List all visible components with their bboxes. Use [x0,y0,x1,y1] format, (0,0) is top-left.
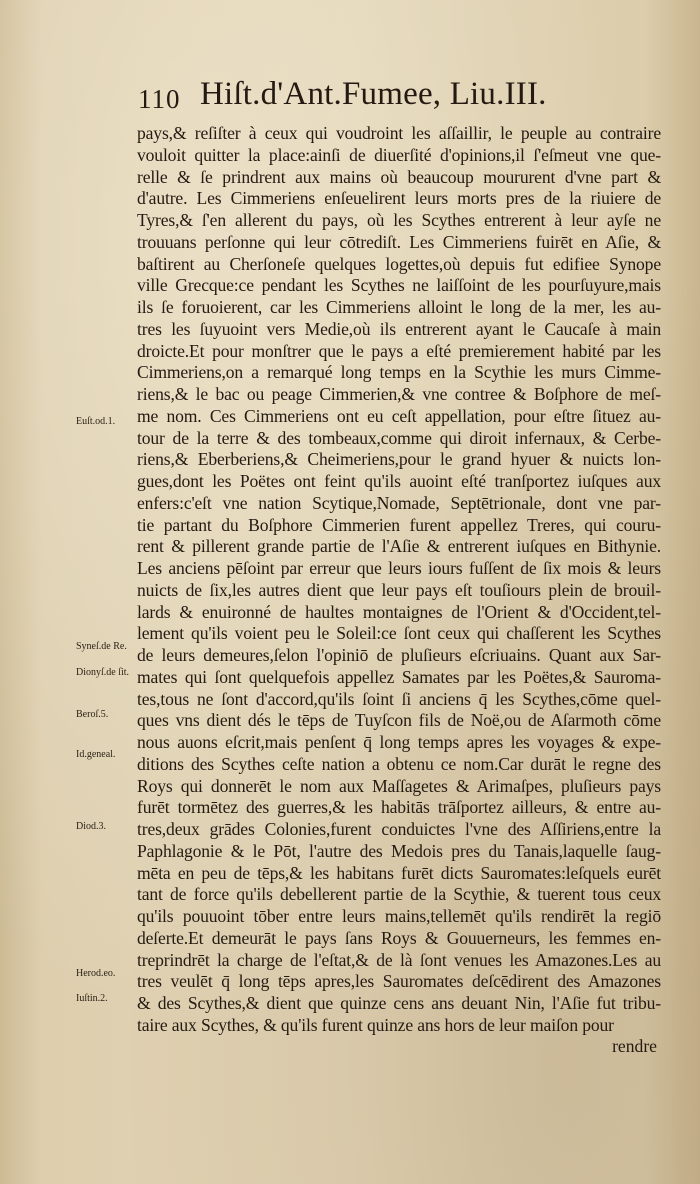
margin-note: Iuſtin.2. [76,993,108,1004]
text-line: riens,& Eberberiens,& Cheimeriens,pour le grand hyuer & nuicts lon- [137,449,661,470]
text-line: tour de la terre & des tombeaux,comme qui diroit infernaux, & Cerbe- [137,427,661,448]
text-line: treprindrēt la charge de l'eſtat,& de là ſont venues les Amazones.Les au [137,949,661,970]
text-line: tres,deux grādes Colonies,furent conduictes l'vne des Aſſiriens,entre la [137,819,661,839]
text-line: vouloit quitter la place:ainſi de diuerſité d'opinions,il ſ'eſmeut vne que- [137,144,661,165]
text-line: ditions des Scythes ceſte nation a obtenu ce nom.Car durāt le regne des [137,753,661,774]
text-line: tie partant du Boſphore Cimmerien furent appellez Treres, qui couru- [137,514,661,535]
text-line: me nom. Ces Cimmeriens ont eu ceſt appellation, pour eſtre ſituez au- [137,405,661,426]
text-line: nous auons eſcrit,mais penſent q̄ long temps apres les voyages & expe- [137,732,661,752]
text-line: riens,& le bac ou peage Cimmerien,& vne contree & Boſphore de meſ- [137,384,661,404]
margin-note: Id.geneal. [76,749,116,760]
margin-note: Herod.eo. [76,968,116,979]
text-line: ils ſe foruoierent, car les Cimmeriens alloint le long de la mer, les au- [137,297,661,317]
margin-note: Beroſ.5. [76,709,109,720]
text-line: Paphlagonie & le Pōt, l'autre des Medois pres du Tanais,laquelle ſaug- [137,840,661,861]
page-number: 110 [138,84,181,114]
main-text-block [137,123,661,1037]
text-line: ville Grecque:ce pendant les Scythes ne laiſſoint de les pourſuyure,mais [137,275,661,296]
margin-note: Dionyſ.de ſit. [76,667,130,678]
text-line: Tyres,& ſ'en allerent du pays, où les Scythes entrerent à leur ayſe ne [137,210,661,230]
catchword: rendre [612,1036,657,1056]
text-line: de leurs demeures,ſelon l'opiniō de pluſieurs eſcriuains. Quant aux Sar- [137,645,661,665]
text-line: Les anciens pēſoint par erreur que leurs iours fuſſent de ſix mois & leurs [137,558,661,578]
text-line: Cimmeriens,on a remarqué long temps en la Scythie les murs Cimme- [137,362,661,383]
text-line: taire aux Scythes, & qu'ils furent quinze ans hors de leur maiſon pour [137,1014,614,1035]
margin-note: Syneſ.de Re. [76,641,127,652]
running-title: Hiſt.d'Ant.Fumee, Liu.III. [200,76,547,112]
text-line: Roys qui donnerēt le nom aux Maſſagetes & Arimaſpes, pluſieurs pays [137,775,661,796]
text-line: droicte.Et pour monſtrer que le pays a eſté premierement habité par les [137,340,661,361]
text-line: tres les ſuyuoint vers Medie,où ils entrerent ayant le Caucaſe à main [137,318,661,339]
text-line: d'autre. Les Cimmeriens enſeuelirent leurs morts pres de la riuiere de [137,188,661,209]
text-line: tres veulēt q̄ long tēps apres,les Sauromates deſcēdirent des Amazones [137,971,661,992]
text-line: tes,tous ne ſont d'accord,qu'ils ſoint ſi anciens q̄ les Scythes,cōme quel- [137,688,661,709]
text-line: furēt tormētez des guerres,& les habitās trāſportez ailleurs, & entre au- [137,797,661,818]
margin-note: Diod.3. [76,821,106,832]
text-line: & des Scythes,& dient que quinze cens ans deuant Nin, l'Aſie fut tribu- [137,993,661,1013]
text-line: rent & pillerent grande partie de l'Aſie & entrerent iuſques en Bithynie. [137,536,661,557]
text-line: gues,dont les Poëtes ont feint qu'ils auoint eſté tranſportez iuſques aux [137,471,661,491]
text-line: lement qu'ils voient peu le Soleil:ce ſont ceux qui chaſſerent les Scythes [137,623,661,644]
text-line: nuicts de ſix,les autres dient que leur pays eſt touſiours plein de brouil- [137,579,661,600]
text-line: tant de force qu'ils debellerent partie de la Scythie, & tuerent tous ceux [137,884,661,905]
text-line: enfers:c'eſt vne nation Scytique,Nomade, Septētrionale, dont vne par- [137,492,661,513]
margin-note: Euſt.od.1. [76,416,116,427]
text-line: trouuans perſonne qui leur cōtrediſt. Les Cimmeriens fuirēt en Aſie, & [137,231,661,252]
text-line: qu'ils pouuoint tōber entre leurs mains,tellemēt qu'ils rendirēt la regiō [137,906,661,926]
text-line: deſerte.Et demeurāt le pays ſans Roys & Gouuerneurs, les femmes en- [137,927,661,948]
text-line: ques vns dient dés le tēps de Tuyſcon fils de Noë,ou de Aſarmoth cōme [137,710,661,731]
text-line: pays,& reſiſter à ceux qui voudroint les aſſaillir, le peuple au contraire [137,123,661,143]
text-line: baſtirent au Cherſoneſe quelques logettes,où depuis fut edifiee Synope [137,253,661,274]
text-line: mēta en peu de tēps,& les habitans furēt dicts Sauromates:leſquels eurēt [137,862,661,883]
text-line: mates qui ſont quelquefois appellez Samates par les Poëtes,& Sauroma- [137,666,661,687]
text-line: lards & enuironné de haultes montaignes de l'Orient & d'Occident,tel- [137,601,661,622]
text-line: relle & ſe prindrent aux mains où beaucoup moururent d'vne part & [137,166,661,187]
